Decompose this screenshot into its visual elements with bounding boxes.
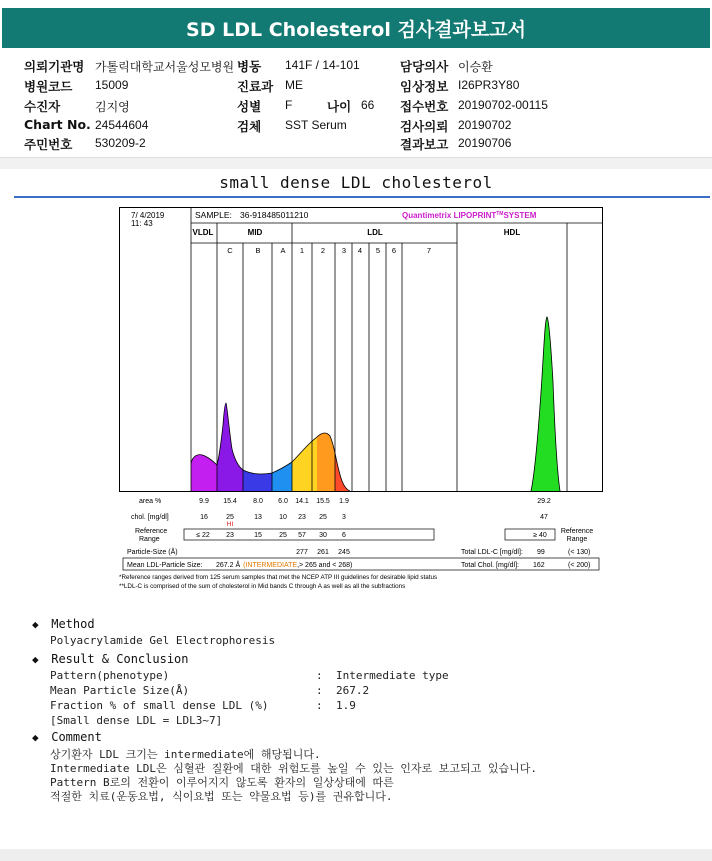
mean-size-line: 267.2 Å (INTERMEDIATE,> 265 and < 268): [216, 562, 353, 569]
chol-b: 13: [254, 514, 262, 521]
chol-3: 3: [342, 514, 346, 521]
title-rule: [14, 196, 710, 198]
comment-title: Comment: [51, 730, 102, 744]
ref-2: 30: [319, 532, 327, 539]
band-label-4: 4: [357, 246, 363, 255]
result-row-label: Fraction % of small dense LDL (%): [50, 699, 269, 712]
result-row-sep: :: [316, 699, 323, 712]
ref-right-1: Reference: [560, 528, 594, 535]
info-value: I26PR3Y80: [458, 78, 520, 92]
info-label: Chart No.: [24, 117, 91, 132]
band-label-2: 2: [320, 246, 326, 255]
area-2: 15.5: [316, 498, 330, 505]
band-label-7: 7: [426, 246, 432, 255]
comment-line: 상기환자 LDL 크기는 intermediate에 해당됩니다.: [50, 748, 321, 761]
info-value: 20190706: [458, 136, 512, 150]
chol-c: 25: [226, 514, 234, 521]
report-title: SD LDL Cholesterol 검사결과보고서: [186, 18, 526, 41]
chol-2: 25: [319, 514, 327, 521]
info-label: 병원코드: [24, 79, 73, 94]
comment-line: Intermediate LDL은 심혈관 질환에 대한 위험도를 높일 수 있는 인자로 보고되고 있습니다.: [50, 762, 537, 775]
info-label: 접수번호: [400, 99, 449, 114]
region-mid: MID: [247, 228, 263, 237]
total-chol-ref: (< 200): [568, 562, 591, 569]
result-note: [Small dense LDL = LDL3~7]: [50, 714, 223, 727]
result-row-label: Mean Particle Size(Å): [50, 684, 190, 697]
lipoprint-brand: Quantimetrix LIPOPRINT™SYSTEM: [402, 211, 537, 220]
band-label-c: C: [227, 246, 233, 255]
chol-vldl: 16: [200, 514, 208, 521]
total-chol-value: 162: [533, 562, 545, 569]
area-vldl: 9.9: [199, 498, 209, 505]
header-separator: [0, 157, 712, 169]
info-value: 20190702-00115: [458, 98, 548, 112]
info-label: 수진자: [24, 99, 61, 114]
info-label: 병동: [237, 59, 262, 74]
area-3: 1.9: [339, 498, 349, 505]
band-label-b: B: [255, 246, 261, 255]
diamond-bullet-icon: ◆: [32, 731, 39, 744]
particle-2: 261: [317, 549, 329, 556]
hi-flag: HI: [226, 521, 234, 528]
area-b: 8.0: [253, 498, 263, 505]
result-row-sep: :: [316, 669, 323, 682]
ref-vldl: ≤ 22: [196, 532, 210, 539]
comment-line: 적절한 치료(운동요법, 식이요법 또는 약물요법 등)를 권유합니다.: [50, 790, 393, 803]
method-text: Polyacrylamide Gel Electrophoresis: [50, 634, 276, 647]
chol-a: 10: [279, 514, 287, 521]
total-chol-label: Total Chol. [mg/dl]:: [461, 562, 519, 569]
method-heading: [32, 617, 95, 631]
info-label: 임상정보: [400, 79, 449, 94]
lipoprint-sample-id: 36-918485011210: [240, 210, 309, 220]
particle-3: 245: [338, 549, 350, 556]
info-label: 주민번호: [24, 137, 73, 152]
row-label-chol: chol. [mg/dl]: [131, 514, 169, 521]
diamond-bullet-icon: ◆: [32, 653, 39, 666]
band-label-1: 1: [299, 246, 305, 255]
info-label: 결과보고: [400, 137, 449, 152]
band-label-5: 5: [375, 246, 381, 255]
report-title-bar: [2, 8, 710, 48]
row-label-area: area %: [139, 498, 162, 505]
lipoprint-figure: [119, 207, 609, 597]
info-value: SST Serum: [285, 118, 347, 132]
total-ldl-label: Total LDL-C [mg/dl]:: [461, 549, 523, 556]
row-label-mean-size: Mean LDL-Particle Size:: [127, 562, 203, 569]
info-label: 성별: [237, 99, 262, 114]
footer-band: [0, 849, 712, 861]
particle-1: 277: [296, 549, 308, 556]
total-ldl-ref: (< 130): [568, 549, 591, 556]
info-label: 진료과: [237, 79, 274, 94]
area-hdl: 29.2: [537, 498, 551, 505]
row-label-ref2: Range: [139, 536, 160, 543]
area-c: 15.4: [223, 498, 237, 505]
area-1: 14.1: [295, 498, 309, 505]
info-value: F: [285, 98, 293, 112]
ref-1: 57: [298, 532, 306, 539]
ref-range-box-hdl: [505, 529, 555, 540]
result-title: Result & Conclusion: [51, 652, 189, 666]
band-label-6: 6: [391, 246, 397, 255]
info-value: 김지영: [95, 100, 130, 114]
region-hdl: HDL: [503, 228, 521, 237]
lipoprint-time: 11: 43: [131, 219, 153, 228]
ref-hdl: ≥ 40: [533, 532, 547, 539]
info-label: 의뢰기관명: [24, 59, 85, 74]
info-value: 이승환: [458, 60, 493, 74]
data-table: [119, 498, 599, 590]
info-value: 530209-2: [95, 136, 146, 150]
info-value: ME: [285, 78, 303, 92]
info-value: 24544604: [95, 118, 149, 132]
region-ldl: LDL: [367, 228, 383, 237]
info-value: 15009: [95, 78, 129, 92]
ref-a: 25: [279, 532, 287, 539]
ref-3: 6: [342, 532, 346, 539]
report-subtitle: small dense LDL cholesterol: [219, 173, 493, 192]
ref-c: 23: [226, 532, 234, 539]
region-vldl: VLDL: [192, 228, 214, 237]
lipoprint-sample-label: SAMPLE:: [195, 210, 232, 220]
diamond-bullet-icon: ◆: [32, 618, 39, 631]
info-label: 검사의뢰: [400, 119, 449, 134]
ref-range-box: [184, 529, 434, 540]
chol-hdl: 47: [540, 514, 548, 521]
result-row-value: 267.2: [336, 684, 370, 697]
lipoprint-date: 7/ 4/2019: [131, 211, 165, 220]
footnote-2: **LDL-C is comprised of the sum of cholesterol in Mid bands C through A as well as all the subfractions: [119, 583, 406, 590]
comment-line: Pattern B로의 전환이 이루어지지 않도록 환자의 일상상태에 따른: [50, 776, 394, 789]
result-row-sep: :: [316, 684, 323, 697]
row-label-particle-size: Particle-Size (Å): [127, 549, 178, 556]
band-label-a: A: [280, 246, 286, 255]
ref-b: 15: [254, 532, 262, 539]
result-row-label: Pattern(phenotype): [50, 669, 170, 682]
info-value: 20190702: [458, 118, 512, 132]
lipoprint-svg: [119, 207, 609, 593]
area-a: 6.0: [278, 498, 288, 505]
result-row-value: 1.9: [336, 699, 356, 712]
row-label-ref1: Reference: [135, 528, 168, 535]
method-title: Method: [51, 617, 95, 631]
total-ldl-value: 99: [537, 549, 545, 556]
band-label-3: 3: [341, 246, 347, 255]
comment-heading: [32, 730, 102, 744]
result-heading: [32, 652, 189, 666]
chol-1: 23: [298, 514, 306, 521]
info-value: 141F / 14-101: [285, 58, 360, 72]
info-label: 담당의사: [400, 59, 449, 74]
info-label: 검체: [237, 119, 262, 134]
result-row-value: Intermediate type: [336, 669, 449, 682]
info-value: 가톨릭대학교서울성모병원: [95, 60, 235, 74]
info-label: 나이: [327, 99, 352, 114]
info-value: 66: [361, 98, 375, 112]
footnote-1: *Reference ranges derived from 125 serum samples that met the NCEP ATP III guidelines for desirable lipid status: [119, 574, 438, 581]
ref-right-2: Range: [566, 536, 588, 543]
